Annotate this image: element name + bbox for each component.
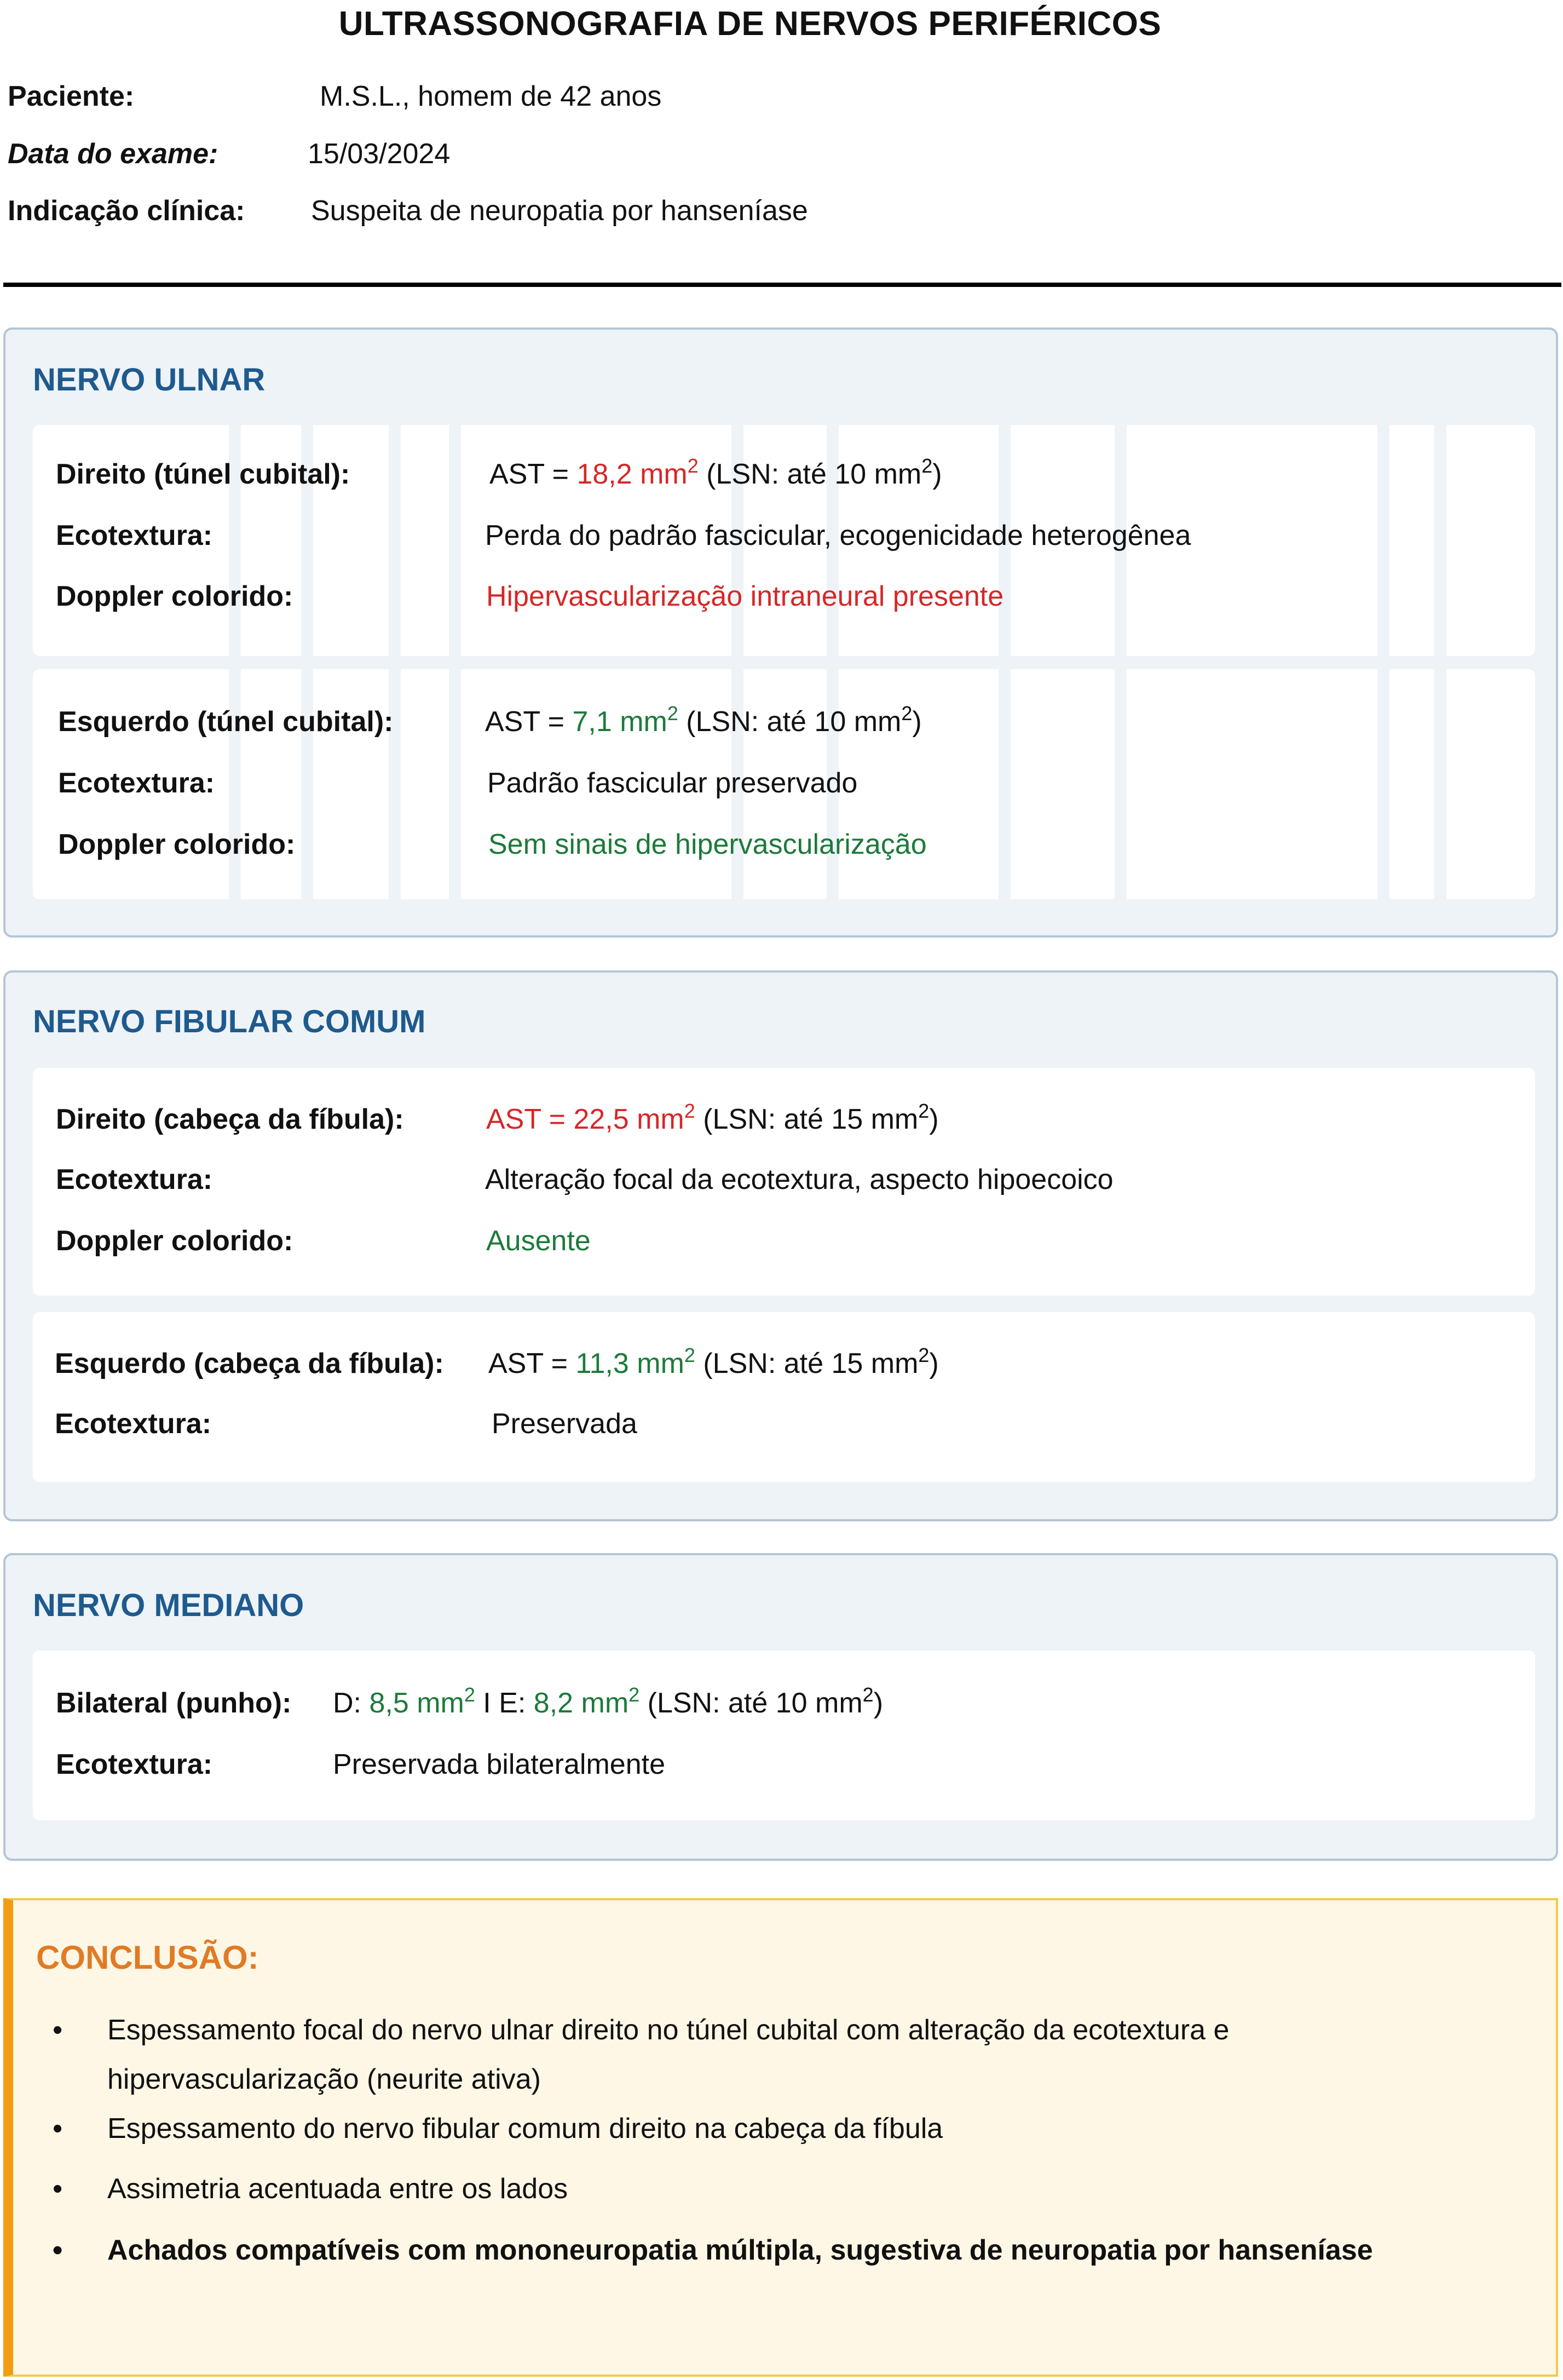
lsn-reference: (LSN: até 10 mm <box>698 458 922 490</box>
card-column-divider <box>389 425 401 656</box>
median-area-value <box>333 1683 884 1720</box>
median-title: NERVO MEDIANO <box>33 1588 304 1623</box>
median-card <box>33 1651 1535 1820</box>
echotexture-label: Ecotextura: <box>58 767 215 799</box>
ast-prefix: AST = <box>485 706 573 738</box>
ulnar-right-card <box>33 425 1535 656</box>
ulnar-left-label: Esquerdo (túnel cubital): <box>58 706 394 738</box>
patient-label: Paciente: <box>8 81 135 112</box>
median-d-superscript: 2 <box>464 1683 475 1706</box>
ast-superscript: 2 <box>684 1344 695 1366</box>
exam-date-label: Data do exame: <box>8 138 218 170</box>
echotexture-label: Ecotextura: <box>56 1164 213 1195</box>
bullet-icon: • <box>53 2014 63 2046</box>
fibular-right-echo-value: Alteração focal da ecotextura, aspecto hipoecoico <box>485 1164 1114 1195</box>
bullet-icon: • <box>53 2113 63 2145</box>
card-column-divider <box>449 669 461 899</box>
fibular-section <box>3 970 1558 1521</box>
ulnar-left-card <box>33 669 1535 899</box>
ast-prefix: AST = <box>489 458 577 490</box>
median-e-value: 8,2 mm <box>533 1687 629 1719</box>
doppler-label: Doppler colorido: <box>56 580 293 612</box>
ulnar-right-doppler-value: Hipervascularização intraneural presente <box>486 580 1004 612</box>
fibular-left-echo-value: Preservada <box>492 1408 637 1440</box>
median-section <box>3 1553 1558 1861</box>
fibular-right-ast: AST = 22,5 mm <box>486 1103 684 1135</box>
ulnar-left-ast: 7,1 mm <box>572 706 667 738</box>
ulnar-section <box>3 327 1558 938</box>
indication-value: Suspeita de neuropatia por hanseníase <box>311 195 808 227</box>
card-column-divider <box>1115 669 1127 899</box>
conclusion-item-text: Achados compatíveis com mononeuropatia múltipla, sugestiva de neuropatia por hanseníase <box>107 2234 1373 2266</box>
bullet-icon: • <box>53 2173 63 2205</box>
exam-date-value: 15/03/2024 <box>308 138 451 170</box>
median-d-prefix: D: <box>333 1687 370 1719</box>
lsn-close: ) <box>873 1687 884 1719</box>
median-separator: I E: <box>475 1687 534 1719</box>
bullet-icon: • <box>53 2234 63 2266</box>
card-column-divider <box>389 669 401 899</box>
lsn-close: ) <box>932 458 942 490</box>
lsn-close: ) <box>912 706 922 738</box>
fibular-left-area-value <box>488 1344 939 1380</box>
median-label: Bilateral (punho): <box>56 1687 292 1719</box>
fibular-right-card <box>33 1068 1535 1296</box>
fibular-right-label: Direito (cabeça da fíbula): <box>56 1103 404 1135</box>
echotexture-label: Ecotextura: <box>56 520 213 551</box>
card-column-divider <box>301 669 313 899</box>
conclusion-item-text: Espessamento do nervo fibular comum direito na cabeça da fíbula <box>107 2113 943 2145</box>
ulnar-right-label: Direito (túnel cubital): <box>56 458 350 490</box>
ast-prefix: AST = <box>488 1348 576 1379</box>
conclusion-title: CONCLUSÃO: <box>36 1939 259 1976</box>
median-e-superscript: 2 <box>628 1683 640 1706</box>
card-column-divider <box>999 669 1011 899</box>
header-divider <box>3 283 1561 287</box>
fibular-right-doppler-value: Ausente <box>486 1225 591 1257</box>
median-d-value: 8,5 mm <box>369 1687 464 1719</box>
ulnar-left-echo-value: Padrão fascicular preservado <box>487 767 858 799</box>
echotexture-label: Ecotextura: <box>56 1749 213 1780</box>
doppler-label: Doppler colorido: <box>58 829 296 860</box>
echotexture-label: Ecotextura: <box>55 1408 212 1440</box>
ast-superscript: 2 <box>684 1100 695 1122</box>
fibular-left-label: Esquerdo (cabeça da fíbula): <box>55 1348 444 1379</box>
ulnar-right-echo-value: Perda do padrão fascicular, ecogenicidade heterogênea <box>485 520 1191 551</box>
lsn-superscript: 2 <box>901 702 913 725</box>
indication-label: Indicação clínica: <box>8 195 245 227</box>
ulnar-left-area-value <box>485 702 922 738</box>
median-echo-value: Preservada bilateralmente <box>333 1749 665 1780</box>
card-column-divider <box>449 425 461 656</box>
lsn-reference: (LSN: até 15 mm <box>695 1348 919 1379</box>
lsn-superscript: 2 <box>862 1683 874 1706</box>
lsn-reference: (LSN: até 10 mm <box>678 706 902 738</box>
patient-value: M.S.L., homem de 42 anos <box>320 81 662 112</box>
lsn-close: ) <box>929 1348 939 1379</box>
fibular-right-area-value <box>486 1100 939 1136</box>
fibular-left-ast: 11,3 mm <box>575 1348 684 1379</box>
card-column-divider <box>1434 669 1446 899</box>
lsn-close: ) <box>929 1103 939 1135</box>
conclusion-item-text: Espessamento focal do nervo ulnar direito no túnel cubital com alteração da ecotextura e hipervascularização (neurite ativa) <box>107 2014 1230 2095</box>
lsn-superscript: 2 <box>918 1344 930 1366</box>
lsn-superscript: 2 <box>918 1100 930 1122</box>
ast-superscript: 2 <box>687 455 699 477</box>
fibular-left-card <box>33 1312 1535 1482</box>
doppler-label: Doppler colorido: <box>56 1225 293 1257</box>
fibular-title: NERVO FIBULAR COMUM <box>33 1004 426 1039</box>
lsn-reference: (LSN: até 15 mm <box>695 1103 919 1135</box>
card-column-divider <box>1434 425 1446 656</box>
conclusion-item-text: Assimetria acentuada entre os lados <box>107 2173 568 2205</box>
conclusion-box <box>3 1898 1558 2377</box>
card-column-divider <box>1377 669 1389 899</box>
report-title: ULTRASSONOGRAFIA DE NERVOS PERIFÉRICOS <box>338 5 1162 43</box>
ulnar-title: NERVO ULNAR <box>33 362 266 398</box>
card-column-divider <box>1377 425 1389 656</box>
ast-superscript: 2 <box>667 702 678 725</box>
ulnar-left-doppler-value: Sem sinais de hipervascularização <box>488 829 927 860</box>
lsn-reference: (LSN: até 10 mm <box>639 1687 863 1719</box>
card-column-divider <box>229 669 241 899</box>
ulnar-right-ast: 18,2 mm <box>576 458 688 490</box>
lsn-superscript: 2 <box>921 455 933 477</box>
ulnar-right-area-value <box>489 455 942 491</box>
